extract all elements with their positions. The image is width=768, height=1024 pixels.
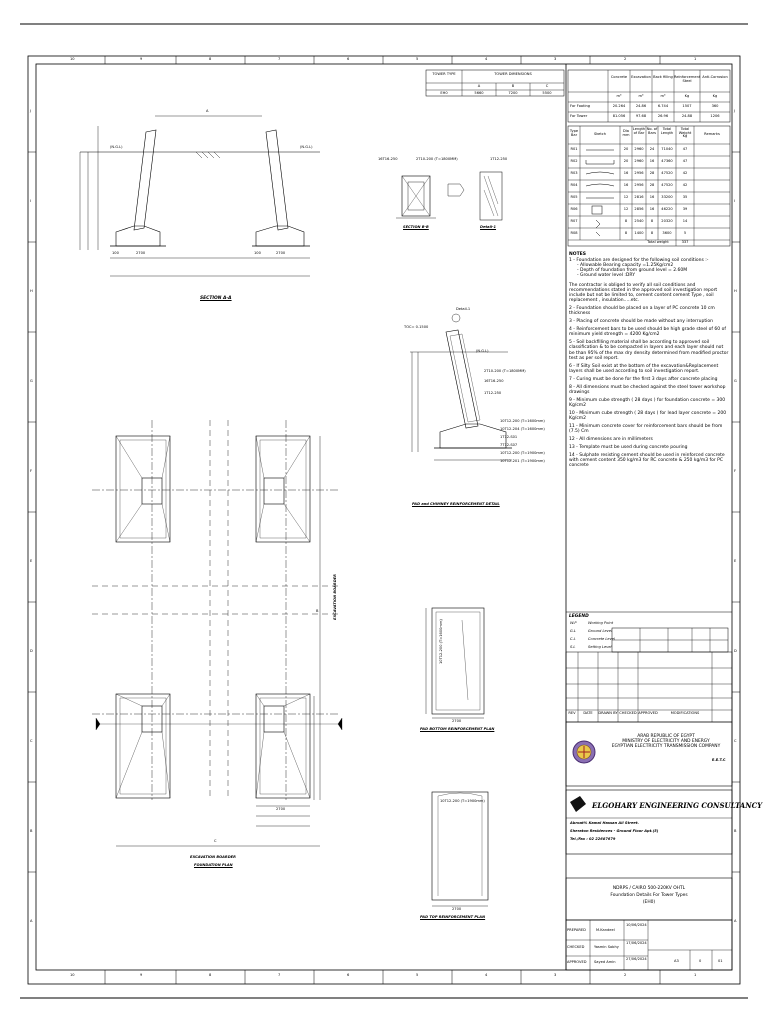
note-item: 14 - Sulphate resisting cement should be used in reinforced concrete with cement content 350 kg/m3 for RC concrete & 250 kg/m3 for PC concrete — [569, 452, 725, 469]
note-item: 11 - Minimum concrete cover for reinforcement bars should be from (7.5) Cm — [569, 423, 723, 434]
signoff-date: 10/06/2024 — [626, 923, 647, 927]
tower-type-value: EH0 — [440, 91, 448, 95]
authority-line1: ARAB REPUBLIC OF EGYPT — [637, 734, 695, 739]
bar-total: 71040 — [661, 147, 673, 151]
qty-cell: 24.86 — [635, 104, 647, 108]
qty-cell: 360 — [711, 104, 719, 108]
dim-b-label: B — [316, 609, 319, 613]
bar-callout: 10T12-200 (T=1900mm) — [500, 451, 545, 455]
bar-total: 47520 — [661, 171, 673, 175]
bar-type: R03 — [570, 171, 578, 175]
col-label: 9 — [140, 973, 143, 977]
section-aa-title: SECTION A-A — [200, 296, 232, 301]
row-label: A — [30, 919, 33, 923]
bar-callout: 16T16-250 — [378, 157, 398, 161]
notes-block — [569, 252, 729, 468]
bar-callout: 10T12-200 (T=1900mm) — [440, 799, 485, 803]
col-label: 5 — [416, 57, 419, 61]
legend-code: G.L — [570, 629, 576, 633]
note-item: 12 - All dimensions are in millimeters — [569, 436, 653, 442]
row-label: G — [30, 379, 33, 383]
legend-code: W.P — [570, 621, 577, 625]
qty-row-label: For Footing — [570, 104, 591, 108]
consultant-logo-icon — [570, 796, 586, 812]
total-weight-value: 337 — [681, 240, 689, 244]
bar-no: 28 — [649, 171, 655, 175]
dim-100: 100 — [254, 251, 261, 255]
excavation-boarder-vertical: EXCAVATION BOARDER — [333, 574, 337, 620]
row-label: F — [734, 469, 737, 473]
col-label: 6 — [347, 57, 350, 61]
bar-callout: 2T10-200 (T=1800MM) — [416, 157, 458, 161]
legend-item: Setting Level — [588, 645, 612, 649]
row-label: I — [30, 199, 32, 203]
authority-line3: EGYPTIAN ELECTRICITY TRANSMISSION COMPANY — [611, 744, 721, 749]
sheet-size: A3 — [674, 959, 679, 963]
bar-callout-vertical: 10T12-200 (T=1600mm) — [439, 619, 443, 664]
note-item: - Depth of foundation from ground level = 2.60M — [577, 268, 688, 274]
top-level-label: TOC= 0.1500 — [404, 325, 429, 329]
row-label: C — [734, 739, 737, 743]
project-line3: (EH0) — [642, 900, 656, 905]
qty-header: Concrete — [610, 75, 628, 79]
col-label: 2 — [624, 973, 627, 977]
row-label: J — [30, 109, 32, 113]
dim-c-header: C — [545, 84, 549, 88]
ngl-detail: (N.G.L) — [476, 349, 489, 353]
note-item: 4 - Reinforcement bars to be used should be high grade steel of 60 of minimum yield strength = 4200 Kg/cm2 — [569, 327, 726, 338]
pad-bottom-title: PAD BOTTOM REINFORCEMENT PLAN — [420, 727, 495, 731]
row-label: A — [734, 919, 737, 923]
qty-row-label: For Tower — [570, 114, 588, 118]
dim-2700: 2700 — [136, 251, 146, 255]
qty-header: Anti-Corrosion — [702, 75, 728, 79]
bar-type: R05 — [570, 195, 578, 199]
bar-type: R04 — [570, 183, 578, 187]
qty-cell: 24.88 — [681, 114, 693, 118]
col-label: 3 — [554, 973, 557, 977]
bar-callout: 1T12-S01 — [500, 435, 518, 439]
signoff-role: PREPARED — [567, 928, 586, 932]
rev-header: CHECKED — [619, 711, 637, 715]
row-label: C — [30, 739, 33, 743]
project-line1: NDRPS / CAIRO 500-220KV OHTL — [612, 886, 686, 891]
row-label: D — [734, 649, 737, 653]
bar-len: 2960 — [634, 159, 644, 163]
foundation-plan-title: FOUNDATION PLAN — [194, 863, 233, 867]
col-label: 3 — [554, 57, 557, 61]
note-item: 8 - All dimensions must be checked against the steel tower workshop drawings — [569, 384, 726, 395]
bar-wt: 47 — [682, 147, 688, 151]
qty-cell: 81.056 — [612, 114, 626, 118]
tower-dims-header: TOWER DIMENSIONS — [494, 72, 532, 76]
bar-dia: 8 — [624, 231, 628, 235]
qty-unit: m³ — [638, 94, 644, 98]
note-item: 7 - Curing must be done for the first 3 days after concrete placing — [569, 376, 718, 382]
bar-no: 8 — [650, 219, 654, 223]
dim-c-value: 5500 — [542, 91, 552, 95]
qty-cell: 6.744 — [657, 104, 669, 108]
pad-chimney-title: PAD and CHIMNEY REINFORCEMENT DETAIL — [412, 502, 500, 506]
legend-item: Concrete Level — [588, 637, 615, 641]
consultant-addr2: Sheraton Residences - Ground Floor Apt.(5) — [570, 829, 659, 833]
bar-wt: 39 — [682, 207, 688, 211]
signoff-name: M.Kandeel — [596, 928, 615, 932]
bar-total: 46220 — [661, 207, 673, 211]
bar-total: 3600 — [662, 231, 672, 235]
signoff-name: Sayed Amin — [594, 960, 616, 964]
qty-header: Excavation — [631, 75, 651, 79]
authority-abbr: E.E.T.C — [712, 758, 726, 762]
bar-dia: 20 — [623, 147, 629, 151]
dim-b-value: 7200 — [508, 91, 518, 95]
col-label: 8 — [209, 57, 212, 61]
qty-unit: Kg — [712, 94, 718, 98]
legend-heading: LEGEND — [569, 614, 589, 619]
bar-wt: 42 — [682, 183, 688, 187]
bar-no: 16 — [649, 195, 655, 199]
row-label: F — [30, 469, 33, 473]
bar-callout: 7T12-S07 — [500, 443, 518, 447]
signoff-name: Yasmin Sobhy — [594, 945, 619, 949]
dim-100: 100 — [112, 251, 119, 255]
pad-top-title: PAD TOP REINFORCEMENT PLAN — [420, 915, 486, 919]
col-label: 4 — [485, 973, 488, 977]
dim-2700: 2700 — [452, 907, 462, 911]
qty-cell: 26.96 — [657, 114, 669, 118]
bar-header: Total Weight Kg — [678, 127, 692, 139]
qty-cell: 20.264 — [612, 104, 626, 108]
excavation-boarder-label: EXCAVATION BOARDER — [190, 855, 236, 859]
rev-header: DRAWN BY — [598, 711, 618, 715]
bar-no: 16 — [649, 207, 655, 211]
row-label: H — [734, 289, 737, 293]
signoff-role: CHECKED — [567, 945, 585, 949]
signoff-date: 27/06/2024 — [626, 957, 647, 961]
project-title-block — [566, 886, 732, 905]
note-item: 6 - If Silty Soil exist at the bottom of the excavation&Replacement layers shall be used according to soil investigation report. — [569, 363, 719, 374]
dim-2700: 2700 — [452, 719, 462, 723]
legend-item: Ground Level — [588, 629, 612, 633]
col-label: 1 — [694, 57, 697, 61]
bar-type: R01 — [570, 147, 578, 151]
bar-header: Total Length — [660, 127, 674, 135]
bar-wt: 5 — [683, 231, 687, 235]
bar-callout: 2T10-200 (T=1800MM) — [484, 369, 526, 373]
note-item: 1 - Foundation are designed for the following soil conditions :- — [569, 258, 709, 264]
bar-dia: 8 — [624, 219, 628, 223]
authority-block — [604, 734, 728, 749]
legend-code: S.L — [570, 645, 576, 649]
note-item: 3 - Placing of concrete should be made without any interruption — [569, 319, 713, 325]
authority-line2: MINISTRY OF ELECTRICITY AND ENERGY — [622, 739, 710, 744]
ngl-left: (N.G.L) — [110, 145, 123, 149]
bar-type: R07 — [570, 219, 578, 223]
bar-dia: 12 — [623, 207, 629, 211]
row-label: E — [30, 559, 33, 563]
bar-len: 2956 — [634, 171, 644, 175]
col-label: 4 — [485, 57, 488, 61]
bar-total: 33200 — [661, 195, 673, 199]
bar-no: 16 — [649, 159, 655, 163]
dim-2700: 2700 — [276, 251, 286, 255]
bar-no: 8 — [650, 231, 654, 235]
bar-callout: 10T12-204 (T=1600mm) — [500, 427, 545, 431]
qty-unit: m³ — [616, 94, 622, 98]
signoff-role: APPROVED — [567, 960, 587, 964]
section-bb-title: SECTION B-B — [403, 225, 429, 229]
bar-len: 1400 — [634, 231, 644, 235]
sheet-no: 01 — [718, 959, 723, 963]
bar-wt: 42 — [682, 171, 688, 175]
col-label: 6 — [347, 973, 350, 977]
note-item: - Allowable Bearing capacity =1.25Kg/cm2 — [577, 263, 674, 269]
bar-no: 24 — [649, 147, 655, 151]
tower-type-header: TOWER TYPE — [432, 72, 456, 76]
bar-len: 2540 — [634, 219, 644, 223]
row-label: D — [30, 649, 33, 653]
bar-dia: 16 — [623, 171, 629, 175]
note-item: 2 - Foundation should be placed on a layer of PC concrete 10 cm thickness — [569, 306, 715, 317]
bar-type: R02 — [570, 159, 578, 163]
bar-len: 2960 — [634, 147, 644, 151]
legend-item: Working Point — [588, 621, 614, 625]
col-label: 9 — [140, 57, 143, 61]
bar-header: No. of Bars — [646, 127, 658, 135]
bar-callout: 10T12-200 (T=1600mm) — [500, 419, 545, 423]
rev-header: APPROVED — [638, 711, 658, 715]
row-label: G — [734, 379, 737, 383]
col-label: 2 — [624, 57, 627, 61]
qty-unit: m³ — [660, 94, 666, 98]
bar-wt: 47 — [682, 159, 688, 163]
consultant-tel: Tel./Fax : 02 22687679 — [570, 837, 616, 841]
bar-callout: 10T12-201 (T=1900mm) — [500, 459, 545, 463]
qty-unit: Kg — [684, 94, 690, 98]
bar-dia: 20 — [623, 159, 629, 163]
notes-heading: NOTES — [569, 252, 586, 257]
note-item: 9 - Minimum cube strength ( 28 days ) for foundation concrete = 300 Kg/cm2 — [569, 397, 726, 408]
col-label: 7 — [278, 57, 281, 61]
bar-header: Type Bar — [569, 129, 579, 137]
bar-len: 2956 — [634, 183, 644, 187]
bar-callout: 16T16-250 — [484, 379, 504, 383]
bar-type: R06 — [570, 207, 578, 211]
bar-header: Remarks — [704, 132, 720, 136]
ngl-right: (N.G.L) — [300, 145, 313, 149]
consultant-name: ELGOHARY ENGINEERING CONSULTANCY — [592, 801, 763, 810]
qty-cell: 1507 — [682, 104, 692, 108]
rev-header: DATE — [583, 711, 593, 715]
note-item: - Ground water level :DRY — [577, 273, 635, 279]
note-item: 10 - Minimum cube strength ( 28 days ) for lead layer concrete = 200 Kg/cm2 — [569, 410, 727, 421]
project-line2: Foundation Details For Tower Types — [610, 893, 688, 898]
rev-header: REV — [568, 711, 576, 715]
bar-callout: 1T12-250 — [490, 157, 508, 161]
dim-a-value: 5660 — [474, 91, 484, 95]
dim-a-header: A — [477, 84, 481, 88]
qty-cell: 1206 — [710, 114, 720, 118]
col-label: 1 — [694, 973, 697, 977]
dim-2700: 2700 — [276, 807, 286, 811]
consultant-addr1: Abroat% Kamal Hassan Ali Street. — [570, 821, 639, 825]
row-label: B — [30, 829, 33, 833]
row-label: H — [30, 289, 33, 293]
bar-wt: 14 — [682, 219, 688, 223]
eetc-emblem-icon — [573, 741, 595, 763]
bar-wt: 35 — [682, 195, 688, 199]
bar-dia: 16 — [623, 183, 629, 187]
bar-total: 47360 — [661, 159, 673, 163]
bar-dia: 12 — [623, 195, 629, 199]
col-label: 8 — [209, 973, 212, 977]
row-label: B — [734, 829, 737, 833]
rev-header: MODIFICATIONS — [670, 711, 700, 715]
qty-cell: 97.68 — [635, 114, 647, 118]
signoff-date: 17/06/2024 — [626, 941, 647, 945]
detail-ref-label: Detail-1 — [456, 307, 471, 311]
note-item: 13 - Template must be used during concrete pouring — [569, 444, 688, 450]
bar-len: 2816 — [634, 195, 644, 199]
col-label: 10 — [70, 57, 75, 61]
col-label: 5 — [416, 973, 419, 977]
col-label: 10 — [70, 973, 75, 977]
note-item: The contractor is obliged to verify all soil conditions and recommendations stated in the approved soil investigation report include but not be limited to, cement content cement Type , soil replacement , insulation.....etc. — [569, 283, 718, 304]
row-label: I — [734, 199, 736, 203]
bar-callout: 1T12-250 — [484, 391, 502, 395]
qty-header: Reinforcement Steel — [674, 75, 701, 83]
sheet-rev: 0 — [699, 959, 702, 963]
legend-code: C.L — [570, 637, 576, 641]
dim-b-header: B — [511, 84, 515, 88]
total-weight-label: Total weight — [647, 240, 669, 244]
bar-header: Length of Bar — [632, 127, 646, 135]
row-label: J — [734, 109, 736, 113]
bar-header: Sketch — [593, 132, 607, 136]
bar-len: 2856 — [634, 207, 644, 211]
note-item: 5 - Soil backfilling material shall be according to approved soil classification & to be compacted in layers and each layer should not be than 95% of the max dry density determined from modified proctor test as per soil report. — [569, 340, 729, 361]
bar-type: R08 — [570, 231, 578, 235]
row-label: E — [734, 559, 737, 563]
bar-header: Dia mm — [622, 129, 630, 137]
qty-header: Back filling — [653, 75, 673, 79]
bar-total: 47520 — [661, 183, 673, 187]
detail-1-title: Detail-1 — [480, 225, 497, 229]
dim-c-label: C — [214, 839, 217, 843]
dim-a-label: A — [206, 109, 209, 113]
bar-total: 20320 — [661, 219, 673, 223]
bar-no: 28 — [649, 183, 655, 187]
col-label: 7 — [278, 973, 281, 977]
